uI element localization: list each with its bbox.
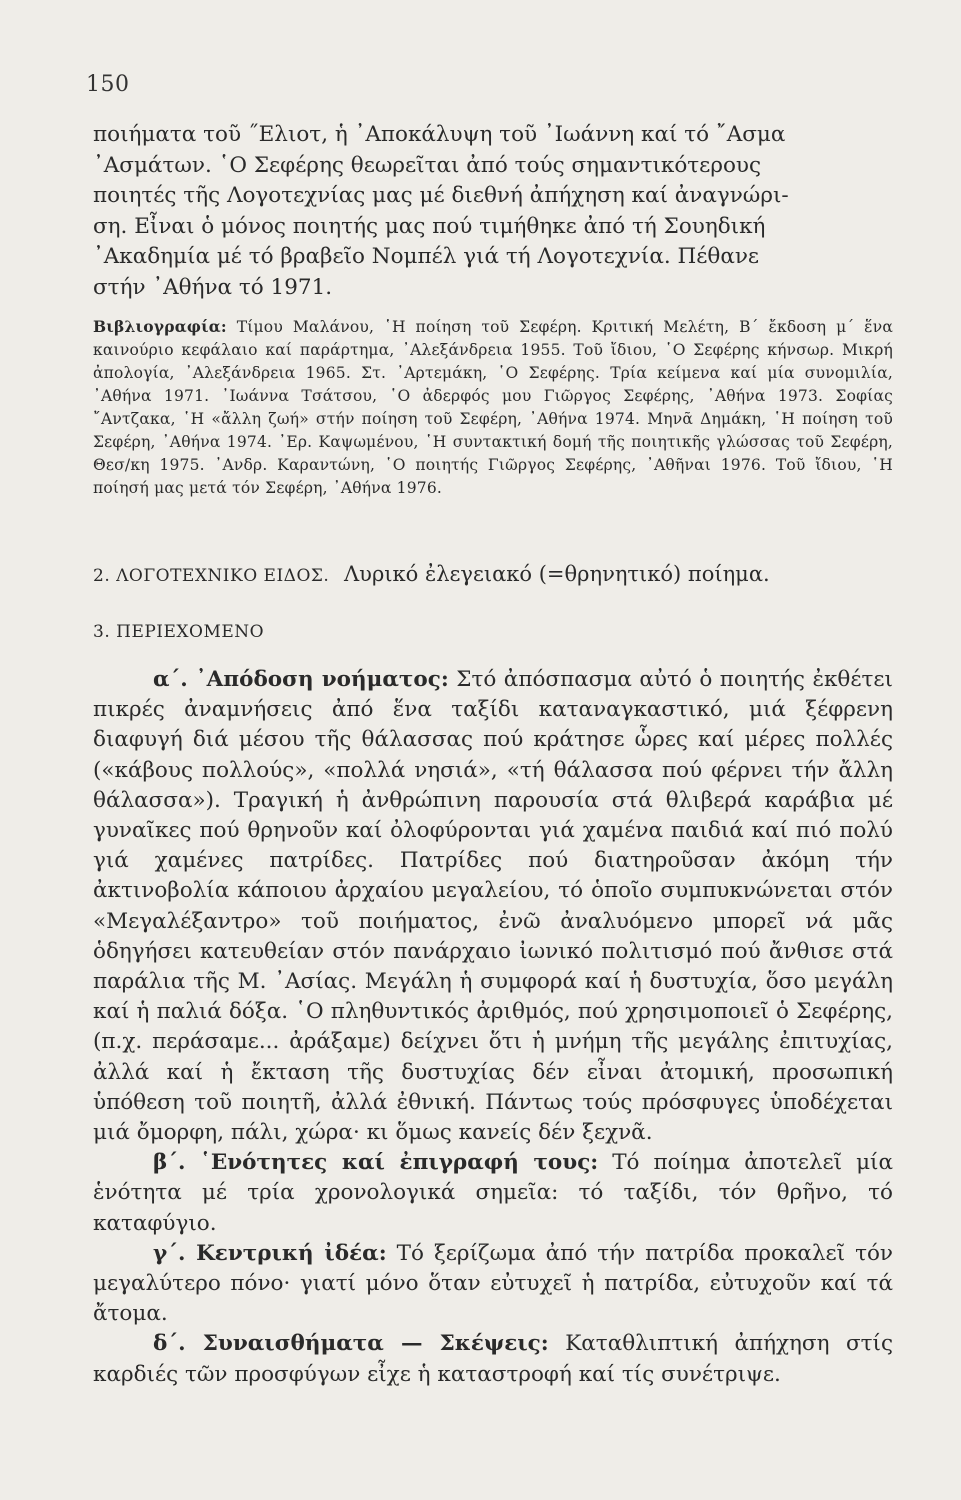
content-paragraph-b: [93, 1148, 893, 1239]
subhead-label: α΄. ᾿Απόδοση νοήματος:: [153, 667, 449, 692]
section-heading: 3. ΠΕΡΙΕΧΟΜΕΝΟ: [93, 622, 265, 642]
paragraph-text: Στό ἀπόσπασμα αὐτό ὁ ποιητής ἐκθέτει πικρές ἀναμνήσεις ἀπό ἕνα ταξίδι καταναγκαστικό, μιά ξέφρενη διαφυγή διά μέσου τῆς θάλασσας πού κράτησε ὧρες καί μέρες πολλές («κάβους πολλούς», «πολλά νησιά», «τή θάλασσα πού φέρνει τήν ἄλλη θάλασσα»). Τραγική ἡ ἀνθρώπινη παρουσία στά θλιβερά καράβια μέ γυναῖκες πού θρηνοῦν καί ὀλοφύρονται γιά χαμένα παιδιά καί πιό πολύ γιά χαμένες πατρίδες. Πατρίδες πού διατηροῦσαν ἀκόμη τήν ἀκτινοβολία κάποιου ἀρχαίου μεγαλείου, τό ὁποῖο συμπυκνώνεται στόν «Μεγαλέξαντρο» τοῦ ποιήματος, ἐνῶ ἀναλυόμενο μπορεῖ νά μᾶς ὁδηγήσει κατευθείαν στόν πανάρχαιο ἰωνικό πολιτισμό πού ἄνθισε στά παράλια τῆς Μ. ᾿Ασίας. Μεγάλη ἡ συμφορά καί ἡ δυστυχία, ὅσο μεγάλη καί ἡ παλιά δόξα. ῾Ο πληθυντικός ἀριθμός, πού χρησιμοποιεῖ ὁ Σεφέρης, (π.χ. περάσαμε... ἀράξαμε) δείχνει ὅτι ἡ μνήμη τῆς μεγάλης ἐπιτυχίας, ἀλλά καί ἡ ἔκταση τῆς δυστυχίας δέν εἶναι ἀτομική, προσωπική ὑπόθεση τοῦ ποιητῆ, ἀλλά ἐθνική. Πάντως τούς πρόσφυγες ὑποδέχεται μιά ὄμορφη, πάλι, χώρα· κι ὅμως κανείς δέν ξεχνᾶ.: [93, 667, 893, 1146]
intro-line: ποιητές τῆς Λογοτεχνίας μας μέ διεθνή ἀπήχηση καί ἀναγνώρι-: [93, 183, 789, 208]
subhead-label: δ΄. Συναισθήματα — Σκέψεις:: [153, 1331, 549, 1357]
subhead-label: γ΄. Κεντρική ἰδέα:: [153, 1240, 387, 1266]
content-paragraph-a: [93, 665, 893, 1148]
section-text: Λυρικό ἐλεγειακό (=θρηνητικό) ποίημα.: [344, 562, 770, 586]
bibliography: [93, 315, 893, 500]
section-heading: 2. ΛΟΓΟΤΕΧΝΙΚΟ ΕΙΔΟΣ.: [93, 566, 330, 586]
paragraph-text: Τό ξερίζωμα ἀπό τήν πατρίδα προκαλεῖ τόν μεγαλύτερο πόνο· γιατί μόνο ὅταν εὐτυχεῖ ἡ πατρίδα, εὐτυχοῦν καί τά ἄτομα.: [93, 1240, 893, 1327]
intro-line: ποιήματα τοῦ ˝Ελιοτ, ἡ ᾿Αποκάλυψη τοῦ ᾿Ιωάννη καί τό ῎Ασμα: [93, 122, 786, 147]
intro-line: ᾿Ασμάτων. ῾Ο Σεφέρης θεωρεῖται ἀπό τούς σημαντικότερους: [93, 152, 762, 178]
section-literary-genre: [93, 562, 893, 586]
page-number: 150: [86, 72, 130, 97]
bibliography-label: Βιβλιογραφία:: [93, 317, 227, 336]
intro-line: ᾿Ακαδημία μέ τό βραβεῖο Νομπέλ γιά τή Λογοτεχνία. Πέθανε: [93, 244, 760, 269]
intro-paragraph: [93, 120, 893, 303]
section-content: [93, 665, 893, 1390]
section-content-heading: [93, 622, 893, 642]
paragraph-text: Καταθλιπτική ἀπήχηση στίς καρδιές τῶν προσφύγων εἶχε ἡ καταστροφή καί τίς συνέτριψε.: [93, 1331, 893, 1387]
intro-line: στήν ᾿Αθήνα τό 1971.: [93, 274, 333, 300]
subhead-label: β΄. ῾Ενότητες καί ἐπιγραφή τους:: [153, 1150, 599, 1176]
intro-line: ση. Εἶναι ὁ μόνος ποιητής μας πού τιμήθηκε ἀπό τή Σουηδική: [93, 213, 766, 239]
content-paragraph-d: [93, 1329, 893, 1389]
content-paragraph-c: [93, 1239, 893, 1330]
bibliography-text: Τίμου Μαλάνου, ῾Η ποίηση τοῦ Σεφέρη. Κριτική Μελέτη, Β΄ ἔκδοση μ΄ ἕνα καινούριο κεφάλαιο καί παράρτημα, ᾿Αλεξάνδρεια 1955. Τοῦ ἴδιου, ῾Ο Σεφέρης κήνσωρ. Μικρή ἀπολογία, ᾿Αλεξάνδρεια 1965. Στ. ᾿Αρτεμάκη, ῾Ο Σεφέρης. Τρία κείμενα καί μία συνομιλία, ᾿Αθήνα 1971. ᾿Ιωάννα Τσάτσου, ῾Ο ἀδερφός μου Γιῶργος Σεφέρης, ᾿Αθήνα 1973. Σοφίας ῎Αντζακα, ῾Η «ἄλλη ζωή» στήν ποίηση τοῦ Σεφέρη, ᾿Αθήνα 1974. Μηνᾶ Δημάκη, ῾Η ποίηση τοῦ Σεφέρη, ᾿Αθήνα 1974. ᾿Ερ. Καψωμένου, ῾Η συντακτική δομή τῆς ποιητικῆς γλώσσας τοῦ Σεφέρη, Θεσ/κη 1975. ᾿Ανδρ. Καραντώνη, ῾Ο ποιητής Γιῶργος Σεφέρης, ᾿Αθῆναι 1976. Τοῦ ἴδιου, ῾Η ποίησή μας μετά τόν Σεφέρη, ᾿Αθήνα 1976.: [93, 318, 893, 497]
paragraph-text: Τό ποίημα ἀποτελεῖ μία ἑνότητα μέ τρία χρονολογικά σημεῖα: τό ταξίδι, τόν θρῆνο, τό καταφύγιο.: [93, 1150, 893, 1236]
